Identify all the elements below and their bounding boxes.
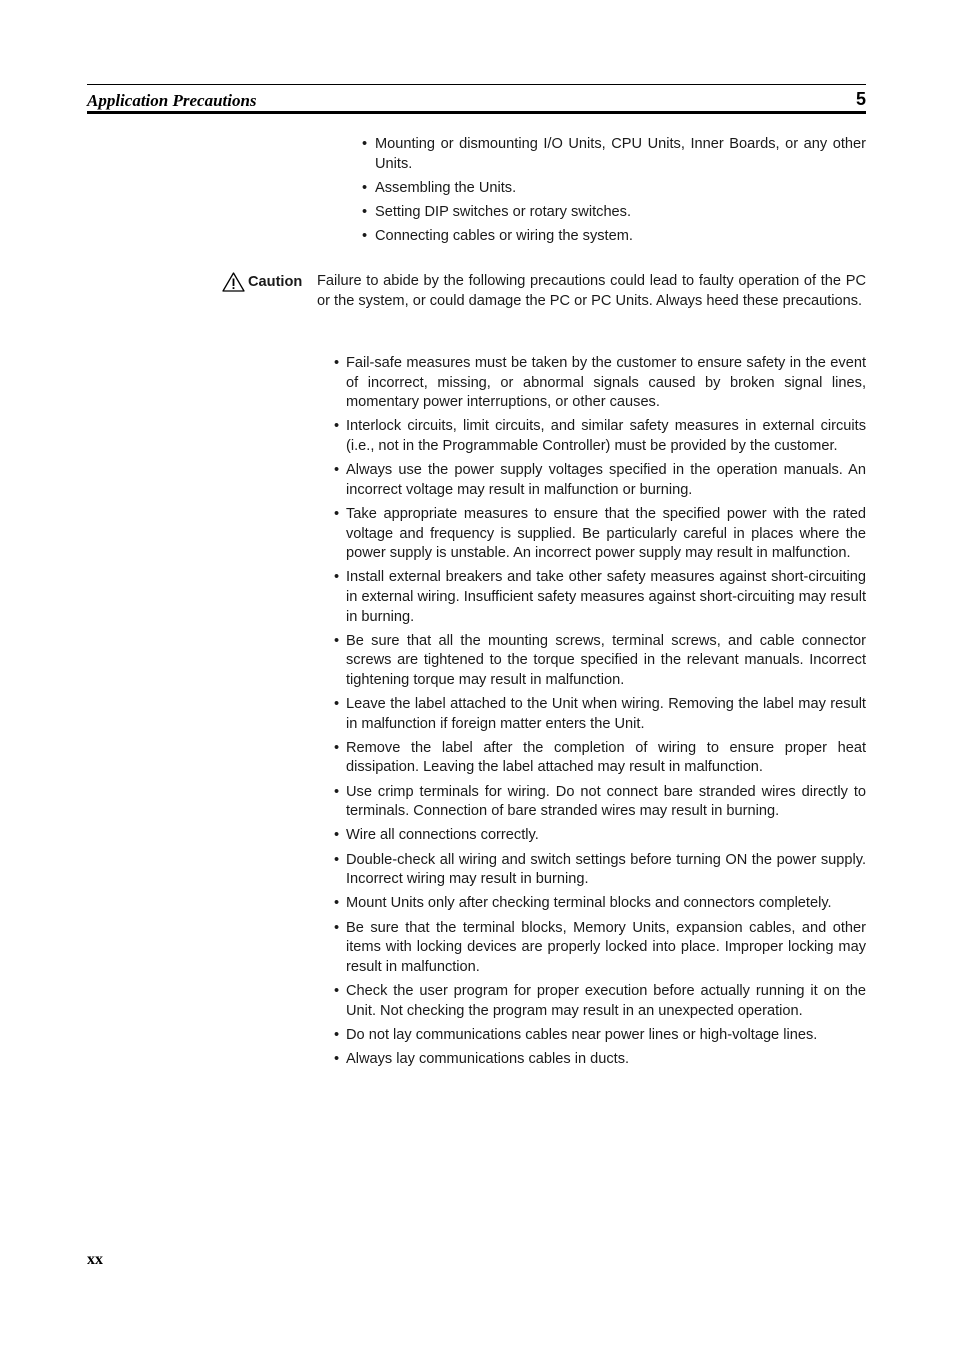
header-title: Application Precautions <box>87 91 257 110</box>
list-item: • Always use the power supply voltages specified in the operation manuals. An incorrect voltage may result in malfunction or burning. <box>334 462 866 498</box>
warning-triangle-icon <box>222 272 245 292</box>
list-item: • Do not lay communications cables near power lines or high-voltage lines. <box>334 1026 818 1043</box>
caution-text: Failure to abide by the following precautions could lead to faulty operation of the PC or the system, or could damage the PC or PC Units. Always heed these precautions. <box>317 273 866 309</box>
list-item: • Mount Units only after checking terminal blocks and connectors completely. <box>334 895 832 912</box>
list-item: • Be sure that the terminal blocks, Memory Units, expansion cables, and other items with locking devices are properly locked into place. Improper locking may result in malfunction. <box>334 919 866 975</box>
list-item: • Assembling the Units. <box>362 179 517 196</box>
list-item: • Double-check all wiring and switch settings before turning ON the power supply. Incorrect wiring may result in burning. <box>334 851 866 888</box>
list-item: • Wire all connections correctly. <box>334 827 539 844</box>
list-item: • Setting DIP switches or rotary switches. <box>362 203 632 220</box>
page-header <box>87 84 866 114</box>
list-item: • Take appropriate measures to ensure that the specified power with the rated voltage and frequency is supplied. Be particularly careful in places where the power supply is unstable. An incorrect power supply may result in malfunction. <box>334 505 866 562</box>
section-number: 5 <box>855 89 866 109</box>
list-item: • Fail-safe measures must be taken by the customer to ensure safety in the event of incorrect, missing, or abnormal signals caused by broken signal lines, momentary power interruptions, or other causes. <box>334 355 866 411</box>
caution-word: Caution <box>248 274 303 290</box>
operations-list <box>362 135 866 251</box>
precautions-list <box>334 354 866 1074</box>
caution-label <box>222 272 302 292</box>
list-item: • Use crimp terminals for wiring. Do not connect bare stranded wires directly to terminals. Connection of bare stranded wires may result in burning. <box>334 783 866 820</box>
list-item: • Install external breakers and take other safety measures against short-circuiting in external wiring. Insufficient safety measures against short-circuiting may result in burning. <box>334 569 866 625</box>
list-item: • Always lay communications cables in ducts. <box>334 1050 630 1067</box>
list-item: • Be sure that all the mounting screws, terminal screws, and cable connector screws are tightened to the torque specified in the relevant manuals. Incorrect tightening torque may result in malfunction. <box>334 632 866 688</box>
list-item: • Leave the label attached to the Unit when wiring. Removing the label may result in malfunction if foreign matter enters the Unit. <box>334 696 866 732</box>
list-item: • Interlock circuits, limit circuits, and similar safety measures in external circuits (i.e., not in the Programmable Controller) must be provided by the customer. <box>334 418 866 454</box>
page-number: xx <box>87 1251 103 1268</box>
list-item: • Connecting cables or wiring the system. <box>362 227 633 244</box>
list-item: • Check the user program for proper execution before actually running it on the Unit. Not checking the program may result in an unexpected operation. <box>334 982 866 1019</box>
list-item: • Mounting or dismounting I/O Units, CPU Units, Inner Boards, or any other Units. <box>362 136 866 172</box>
list-item: • Remove the label after the completion of wiring to ensure proper heat dissipation. Leaving the label attached may result in malfunction. <box>334 739 866 776</box>
